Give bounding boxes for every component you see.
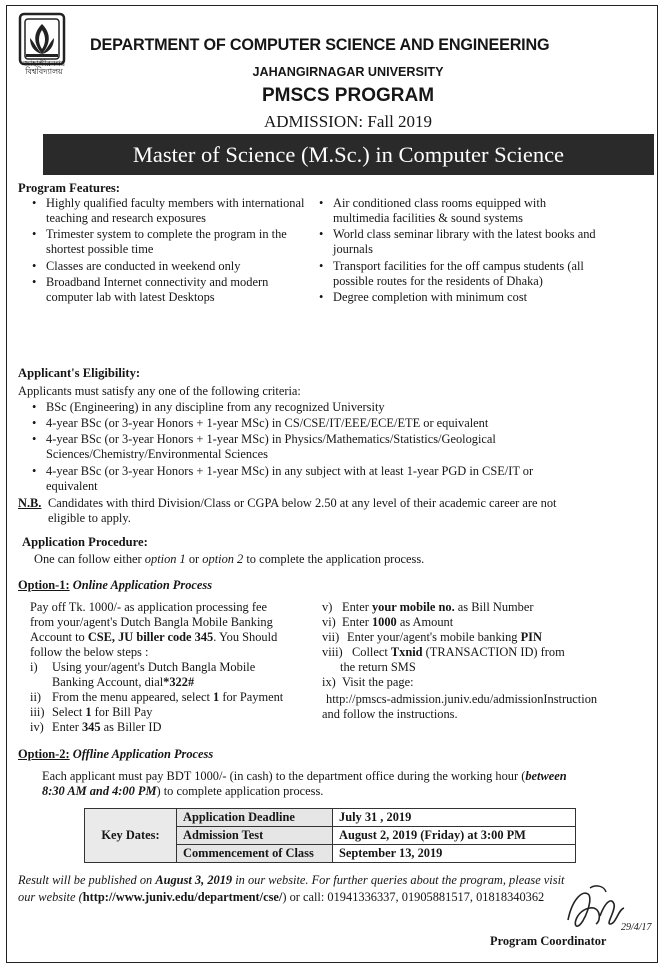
option1-heading: Option-1: Online Application Process — [18, 578, 213, 592]
event-cell: Commencement of Class — [177, 845, 333, 863]
date-cell: August 2, 2019 (Friday) at 3:00 PM — [333, 827, 576, 845]
list-item: • 4-year BSc (or 3-year Honors + 1-year MSc) in CS/CSE/IT/EEE/ECE/ETE or equivalent — [18, 416, 558, 431]
step-num: vi) — [322, 615, 336, 629]
step-text: Banking Account, dial*322# — [52, 675, 195, 689]
list-item: • Trimester system to complete the program in the shortest possible time — [18, 227, 308, 257]
nb-line-2: eligible to apply. — [48, 511, 131, 525]
footer-line-2: our website (http://www.juniv.edu/department/cse/) or call: 01941336337, 01905881517, 01818340362 — [18, 890, 545, 904]
option2-line-2: 8:30 AM and 4:00 PM) to complete application process. — [42, 784, 324, 798]
option1-line: from your/agent's Dutch Bangla Mobile Banking — [30, 615, 273, 629]
step-num: vii) — [322, 630, 340, 644]
signature-date: 29/4/17 — [621, 922, 652, 933]
department-title: DEPARTMENT OF COMPUTER SCIENCE AND ENGINEERING — [90, 36, 550, 54]
list-item: • 4-year BSc (or 3-year Honors + 1-year MSc) in any subject with at least 1-year PGD in CSE/IT or equivalent — [18, 464, 558, 494]
nb-label: N.B. — [18, 496, 42, 510]
date-cell: September 13, 2019 — [333, 845, 576, 863]
event-cell: Application Deadline — [177, 809, 333, 827]
option2-line-1: Each applicant must pay BDT 1000/- (in cash) to the department office during the working hour (between — [42, 769, 567, 783]
date-cell: July 31 , 2019 — [333, 809, 576, 827]
step-text: Using your/agent's Dutch Bangla Mobile — [52, 660, 256, 674]
step-num: iii) — [30, 705, 45, 719]
eligibility-heading: Applicant's Eligibility: — [18, 366, 141, 380]
step-text: From the menu appeared, select 1 for Payment — [52, 690, 284, 704]
eligibility-list — [18, 400, 558, 495]
key-dates-label: Key Dates: — [85, 809, 177, 863]
step-text: Enter 1000 as Amount — [342, 615, 454, 629]
follow-text: and follow the instructions. — [322, 707, 458, 721]
admission-session: ADMISSION: Fall 2019 — [263, 112, 433, 131]
procedure-text: One can follow either option 1 or option 2 to complete the application process. — [34, 552, 425, 566]
logo-caption: জাহাঙ্গীরনগর বিশ্ববিদ্যালয় — [22, 59, 66, 76]
program-coordinator: Program Coordinator — [490, 934, 607, 948]
list-item: • Broadband Internet connectivity and modern computer lab with latest Desktops — [18, 275, 308, 305]
features-right-list — [305, 196, 605, 306]
event-cell: Admission Test — [177, 827, 333, 845]
table-row — [85, 809, 576, 827]
features-heading: Program Features: — [18, 181, 120, 195]
step-text: Collect Txnid (TRANSACTION ID) from — [352, 645, 565, 659]
list-item: • Air conditioned class rooms equipped with multimedia facilities & sound systems — [305, 196, 605, 226]
list-item: • Degree completion with minimum cost — [305, 290, 605, 305]
option2-heading: Option-2: Offline Application Process — [18, 747, 214, 761]
step-text: Enter your mobile no. as Bill Number — [342, 600, 534, 614]
features-left-list — [18, 196, 308, 306]
step-num: v) — [322, 600, 333, 614]
option1-line: Pay off Tk. 1000/- as application processing fee — [30, 600, 267, 614]
step-text: Enter your/agent's mobile banking PIN — [347, 630, 542, 644]
step-num: ii) — [30, 690, 42, 704]
list-item: • Classes are conducted in weekend only — [18, 259, 308, 274]
step-text: Visit the page: — [342, 675, 414, 689]
list-item: • 4-year BSc (or 3-year Honors + 1-year MSc) in Physics/Mathematics/Statistics/Geological Sciences/Chemistry/Environmental Sciences — [18, 432, 558, 462]
nb-line-1: Candidates with third Division/Class or CGPA below 2.50 at any level of their academic career are not — [48, 496, 557, 510]
key-dates-table — [84, 808, 576, 863]
option1-line: Account to CSE, JU biller code 345. You Should — [30, 630, 278, 644]
step-num: ix) — [322, 675, 336, 689]
option1-line: follow the below steps : — [30, 645, 149, 659]
list-item: • Transport facilities for the off campus students (all possible routes for the residents of Dhaka) — [305, 259, 605, 289]
footer-line-1: Result will be published on August 3, 2019 in our website. For further queries about the program, please visit — [18, 873, 565, 887]
step-num: i) — [30, 660, 38, 674]
list-item: • World class seminar library with the latest books and journals — [305, 227, 605, 257]
procedure-heading: Application Procedure: — [22, 535, 148, 549]
list-item: • Highly qualified faculty members with international teaching and research exposures — [18, 196, 308, 226]
step-text: Enter 345 as Biller ID — [52, 720, 162, 734]
step-num: viii) — [322, 645, 343, 659]
admission-url[interactable]: http://pmscs-admission.juniv.edu/admissionInstruction — [326, 692, 598, 706]
list-item: • BSc (Engineering) in any discipline from any recognized University — [18, 400, 558, 415]
step-num: iv) — [30, 720, 44, 734]
degree-banner: Master of Science (M.Sc.) in Computer Science — [43, 134, 654, 175]
university-name: JAHANGIRNAGAR UNIVERSITY — [252, 65, 444, 79]
program-title: PMSCS PROGRAM — [261, 85, 435, 106]
step-text: the return SMS — [340, 660, 416, 674]
step-text: Select 1 for Bill Pay — [52, 705, 153, 719]
eligibility-intro: Applicants must satisfy any one of the following criteria: — [18, 384, 301, 398]
